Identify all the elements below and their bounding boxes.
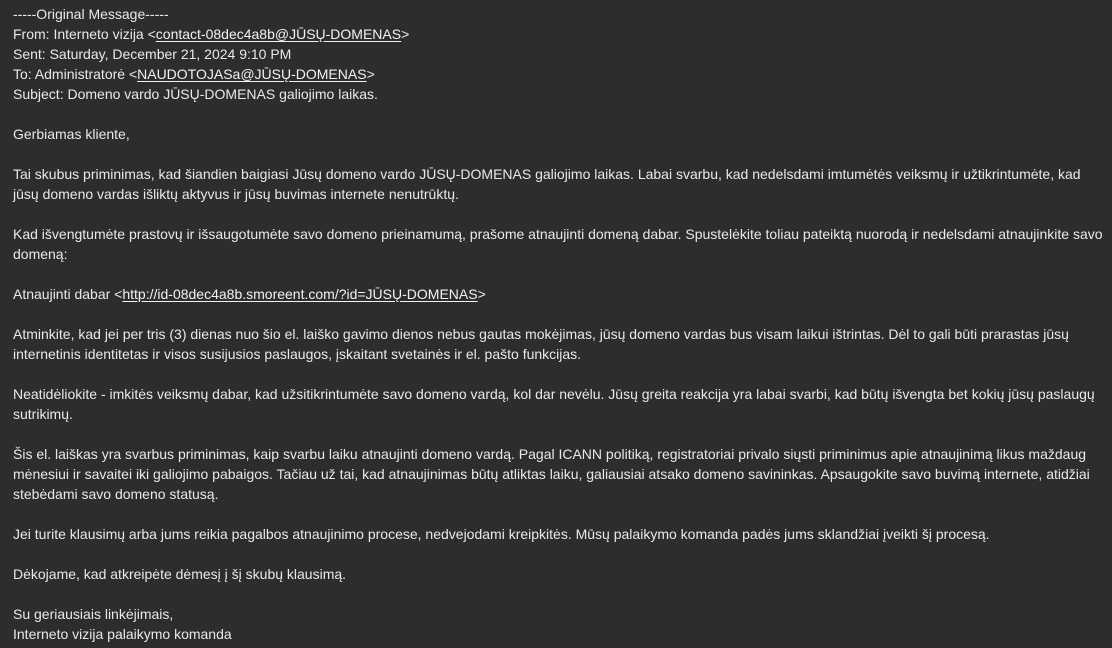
email-message <box>13 4 1105 644</box>
paragraph-act-now: Neatidėliokite - imkitės veiksmų dabar, kad užsitikrintumėte savo domeno vardą, kol dar nevėlu. Jūsų greita reakcija yra labai svarbi, kad būtų išvengta bet kokių jūsų paslaugų sutrikimų. <box>13 386 1099 422</box>
original-message-divider: -----Original Message----- <box>13 6 169 22</box>
to-line <box>13 64 1105 84</box>
from-line <box>13 24 1105 44</box>
paragraph-icann-policy: Šis el. laiškas yra svarbus priminimas, kaip svarbu laiku atnaujinti domeno vardą. Pagal ICANN politiką, registratoriai privalo siųsti priminimus apie atnaujinimą likus maždaug mėnesiui ir savaitei iki galiojimo pabaigos. Tačiau už tai, kad atnaujinimas būtų atliktas laiku, galiausiai atsako domeno savininkas. Apsaugokite savo buvimą internete, atidžiai stebėdami savo domeno statusą. <box>13 446 1094 502</box>
to-label: To: Administratorė < <box>13 66 138 82</box>
greeting: Gerbiamas kliente, <box>13 126 130 142</box>
from-email-link[interactable]: contact-08dec4a8b@JŪSŲ-DOMENAS <box>155 26 402 42</box>
from-label: From: Interneto vizija < <box>13 26 156 42</box>
paragraph-renew-request: Kad išvengtumėte prastovų ir išsaugotumėte savo domeno prieinamumą, prašome atnaujinti domeną dabar. Spustelėkite toliau pateiktą nuorodą ir nedelsdami atnaujinkite savo domeną: <box>13 226 1107 262</box>
signature: Interneto vizija palaikymo komanda <box>13 626 232 642</box>
subject-line: Subject: Domeno vardo JŪSŲ-DOMENAS galiojimo laikas. <box>13 86 378 102</box>
renew-line <box>13 284 1105 304</box>
paragraph-deletion-warning: Atminkite, kad jei per tris (3) dienas nuo šio el. laiško gavimo dienos nebus gautas mokėjimas, jūsų domeno vardas bus visam laikui ištrintas. Dėl to gali būti prarastas jūsų internetinis identitetas ir visos susijusios paslaugos, įskaitant svetainės ir el. pašto funkcijas. <box>13 326 1073 362</box>
renew-now-link[interactable]: http://id-08dec4a8b.smoreent.com/?id=JŪSŲ-DOMENAS <box>122 286 478 302</box>
signature-block <box>13 604 1105 644</box>
to-close: > <box>366 66 375 82</box>
paragraph-urgent-reminder: Tai skubus priminimas, kad šiandien baigiasi Jūsų domeno vardo JŪSŲ-DOMENAS galiojimo laikas. Labai svarbu, kad nedelsdami imtumėtės veiksmų ir užtikrintumėte, kad jūsų domeno vardas išliktų aktyvus ir jūsų buvimas internete nenutrūktų. <box>13 166 1085 202</box>
email-header <box>13 4 1105 104</box>
renew-close: > <box>477 286 486 302</box>
paragraph-support: Jei turite klausimų arba jums reikia pagalbos atnaujinimo procese, nedvejodami kreipkitės. Mūsų palaikymo komanda padės jums sklandžiai įveikti šį procesą. <box>13 526 990 542</box>
closing: Su geriausiais linkėjimais, <box>13 606 174 622</box>
paragraph-thanks: Dėkojame, kad atkreipėte dėmesį į šį skubų klausimą. <box>13 566 347 582</box>
sent-line: Sent: Saturday, December 21, 2024 9:10 PM <box>13 46 292 62</box>
to-email-link[interactable]: NAUDOTOJASa@JŪSŲ-DOMENAS <box>137 66 367 82</box>
from-close: > <box>401 26 410 42</box>
renew-label: Atnaujinti dabar < <box>13 286 123 302</box>
